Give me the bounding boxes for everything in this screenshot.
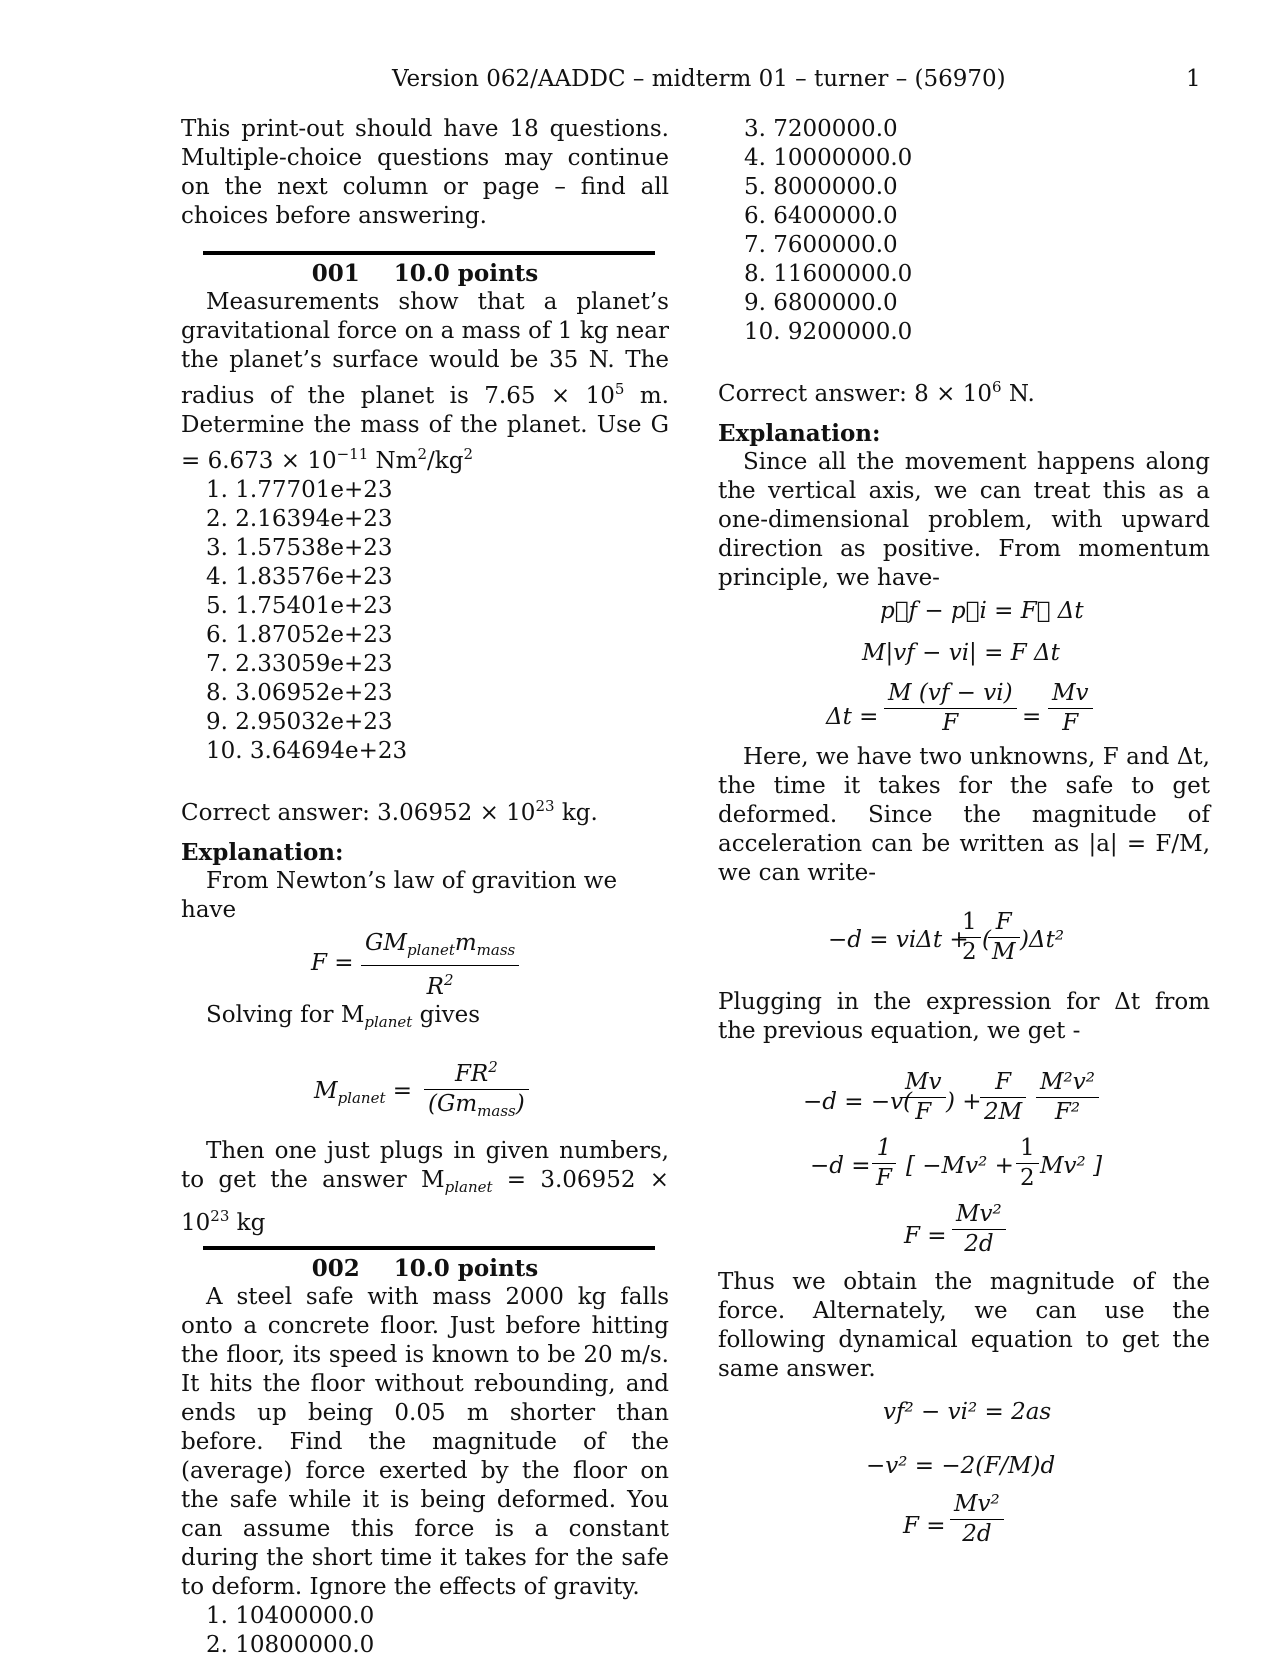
choice-list-002	[181, 1602, 669, 1660]
header-title: Version 062/AADDC – midterm 01 – turner – (56970)	[392, 66, 1006, 92]
correct-answer-002: Correct answer: $8 \times 10^6$ N.	[718, 378, 1035, 407]
explanation-text: Thus we obtain the magnitude of the force. Alternately, we can use the following dynamical equation to get the same answer.	[718, 1269, 1210, 1382]
right-column	[718, 115, 1210, 1560]
choice-item: 6. 1.87052e+23	[206, 622, 393, 648]
choice-item: 8. 3.06952e+23	[206, 680, 393, 706]
choice-item: 9. 2.95032e+23	[206, 709, 393, 735]
question-header-002	[181, 1254, 669, 1283]
explanation-label: Explanation:	[718, 420, 881, 447]
choice-item: 2. 2.16394e+23	[206, 506, 393, 532]
explanation-text: Solving for $M_{planet}$ gives	[206, 1002, 481, 1031]
question-divider	[203, 1246, 655, 1250]
question-points: 10.0 points	[393, 260, 539, 287]
question-number: 002	[311, 1255, 360, 1282]
explanation-text: Plugging in the expression for Δt from the previous equation, we get -	[718, 989, 1210, 1044]
equation-momentum: p⃗f − p⃗i = F⃗ Δt M|vf − vi| = F Δt Δt = $\frac{M (vf - vi)}{F}$ = $\frac{Mv}{F}$	[718, 593, 1210, 743]
question-text-002: A steel safe with mass 2000 kg falls onto a concrete floor. Just before hitting the floor, its speed is known to be 20 m/s. It hits the floor without rebounding, and ends up being 0.05 m shorter than before. Find the magnitude of the (average) force exerted by the floor on the safe while it is being deformed. You can assume this force is a constant during the short time it takes for the safe to deform. Ignore the effects of gravity.	[181, 1284, 669, 1600]
choice-list-001	[181, 476, 669, 766]
explanation-text: Then one just plugs in given numbers, to get the answer $M_{planet} = 3.06952 \times 10^{23}$ kg	[181, 1138, 670, 1236]
choice-item: 10. 3.64694e+23	[206, 738, 408, 764]
choice-item: 5. 1.75401e+23	[206, 593, 393, 619]
choice-item: 7. 7600000.0	[744, 232, 898, 258]
choice-item: 3. 1.57538e+23	[206, 535, 393, 561]
choice-item: 5. 8000000.0	[744, 174, 898, 200]
explanation-text: From Newton’s law of gravition we have	[181, 868, 618, 923]
question-text-001: Measurements show that a planet’s gravitational force on a mass of 1 kg near the planet’s surface would be 35 N. The radius of the planet is $7.65 \times 10^5$ m. Determine the mass of the planet. Use $G = 6.673 \times 10^{-11}$ $Nm^2/kg^2$	[181, 289, 669, 474]
question-number: 001	[311, 260, 360, 287]
choice-item: 10. 9200000.0	[744, 319, 913, 345]
choice-item: 6. 6400000.0	[744, 203, 898, 229]
choice-item: 7. 2.33059e+23	[206, 651, 393, 677]
choice-item: 3. 7200000.0	[744, 116, 898, 142]
equation-force-derivation: −d = −v( $\frac{Mv}{F}$ ) + $\frac{F}{2M}$ $\frac{\text{M²v²}}{\text{F²}}$ −d = $\frac{1}{F}$ [ −Mv² + $\frac{1}{2}$ Mv² ] F = $\frac{\text{Mv²}}{2d}$	[803, 1069, 1103, 1257]
choice-list-002-continued	[718, 115, 1210, 347]
question-divider	[203, 251, 655, 255]
equation-dynamical: vf² − vi² = 2as −v² = −2(F/M)d F = $\frac{\text{Mv²}}{2d}$	[866, 1399, 1056, 1547]
equation-mass: $M_{planet}$ = $FR^2$ $(Gm_{mass})$	[181, 1037, 669, 1137]
page-header	[0, 66, 1280, 100]
explanation-text: Here, we have two unknowns, F and Δt, the time it takes for the safe to get deformed. Since the magnitude of acceleration can be written as |a| = F/M, we can write-	[718, 744, 1210, 886]
question-header-001	[181, 259, 669, 288]
choice-item: 4. 1.83576e+23	[206, 564, 393, 590]
choice-item: 1. 1.77701e+23	[206, 477, 393, 503]
left-column	[181, 115, 669, 1660]
intro-text: This print-out should have 18 questions. Multiple-choice questions may continue on the next column or page – find all choices before answering.	[181, 116, 669, 229]
page-number: 1	[1186, 66, 1201, 92]
explanation-text: Since all the movement happens along the vertical axis, we can treat this as a one-dimensional problem, with upward direction as positive. From momentum principle, we have-	[718, 449, 1210, 591]
equation-kinematic: −d = viΔt + $\frac{1}{2}$ ( $\frac{F}{M}$ )Δt²	[828, 909, 1065, 965]
choice-item: 1. 10400000.0	[206, 1603, 375, 1629]
question-points: 10.0 points	[393, 1255, 539, 1282]
explanation-label: Explanation:	[181, 839, 344, 866]
choice-item: 2. 10800000.0	[206, 1632, 375, 1658]
correct-answer-001: Correct answer: $3.06952 \times 10^{23}$ kg.	[181, 797, 598, 826]
choice-item: 4. 10000000.0	[744, 145, 913, 171]
equation-gravity: F = $GM_{planet}m_{mass}$ $R^2$	[181, 925, 669, 1001]
choice-item: 8. 11600000.0	[744, 261, 913, 287]
choice-item: 9. 6800000.0	[744, 290, 898, 316]
